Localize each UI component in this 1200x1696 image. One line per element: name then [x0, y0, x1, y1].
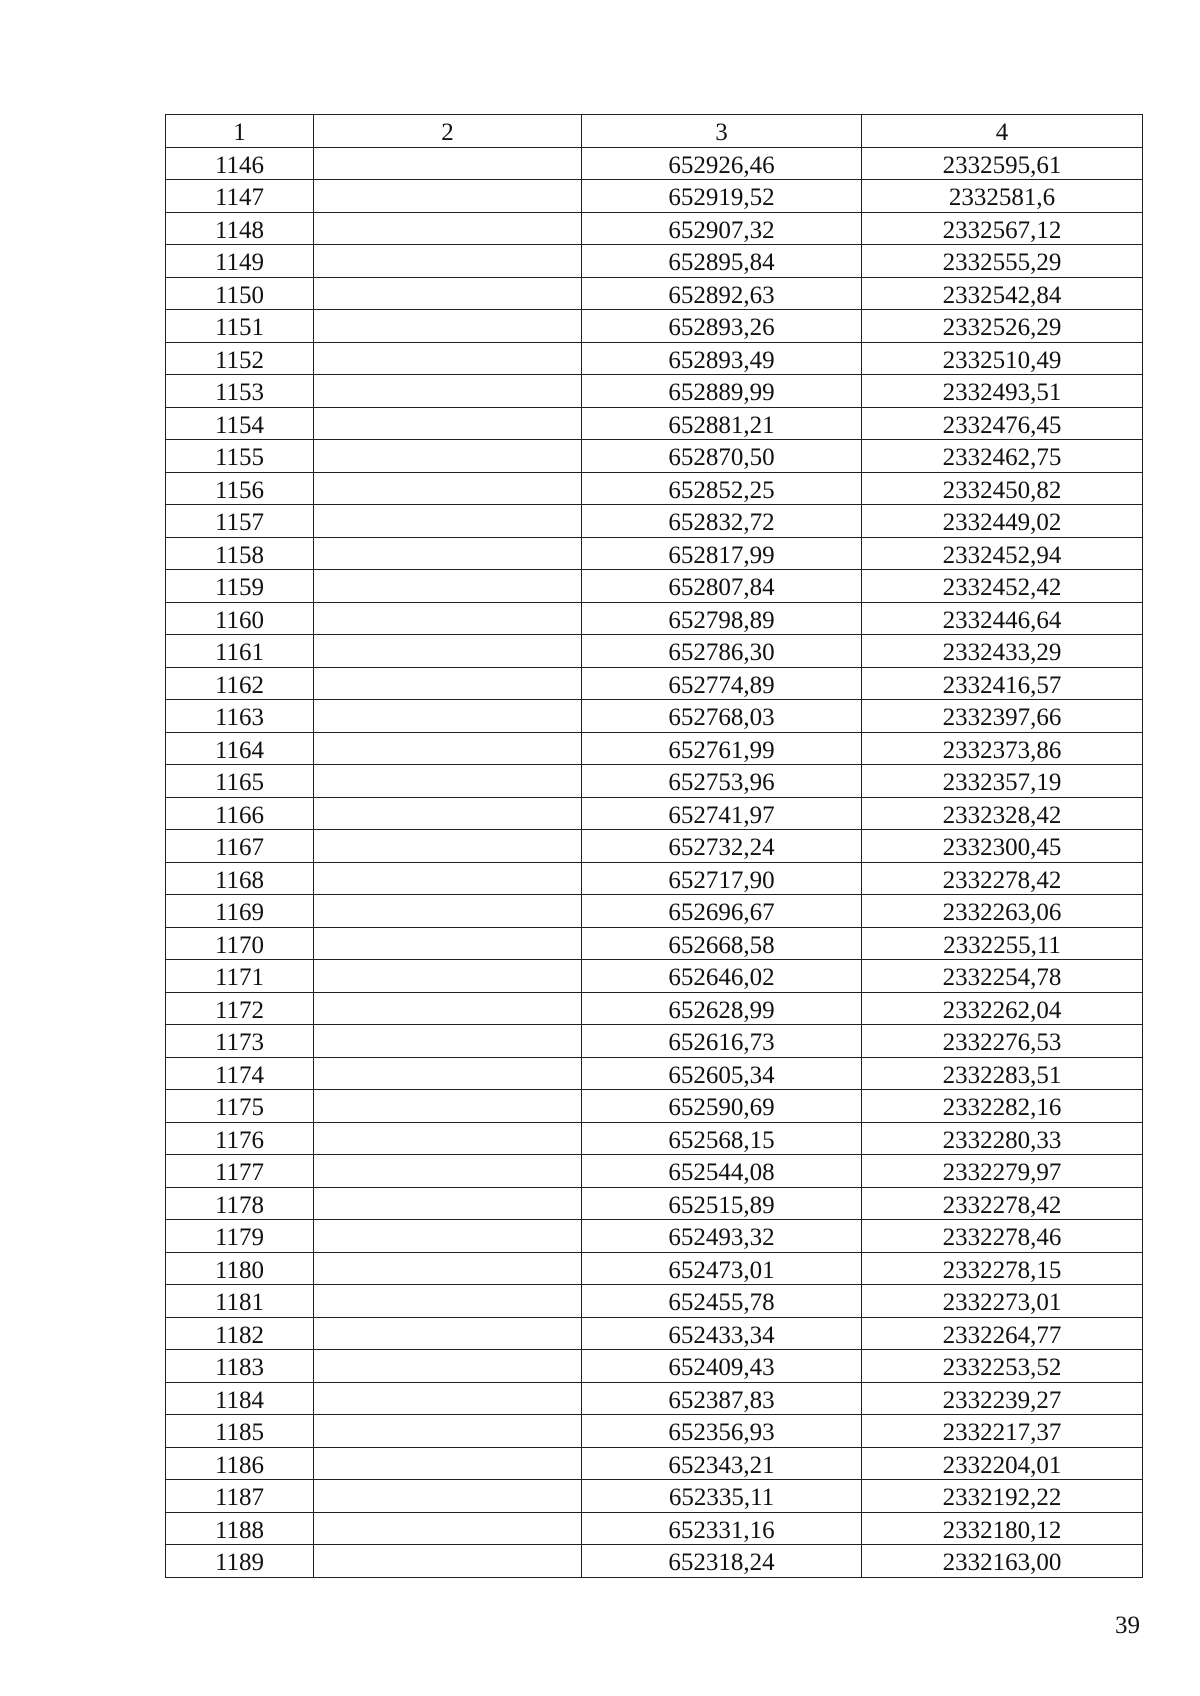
table-cell-col-4: 2332452,42: [862, 570, 1143, 603]
coordinates-table: [165, 114, 1143, 1578]
table-cell-col-4: 2332279,97: [862, 1155, 1143, 1188]
table-row: [166, 1025, 1143, 1058]
table-cell-col-4: 2332581,6: [862, 180, 1143, 213]
table-cell-col-3: 652515,89: [582, 1187, 862, 1220]
table-row: [166, 147, 1143, 180]
table-cell-col-2: [314, 1447, 582, 1480]
table-cell-col-2: [314, 407, 582, 440]
table-cell-col-1: 1187: [166, 1480, 314, 1513]
table-row: [166, 830, 1143, 863]
table-cell-col-4: 2332526,29: [862, 310, 1143, 343]
table-cell-col-3: 652628,99: [582, 992, 862, 1025]
table-cell-col-3: 652798,89: [582, 602, 862, 635]
table-row: [166, 1187, 1143, 1220]
table-cell-col-3: 652889,99: [582, 375, 862, 408]
table-cell-col-4: 2332264,77: [862, 1317, 1143, 1350]
table-cell-col-3: 652881,21: [582, 407, 862, 440]
table-row: [166, 537, 1143, 570]
table-cell-col-2: [314, 602, 582, 635]
table-cell-col-4: 2332255,11: [862, 927, 1143, 960]
table-cell-col-3: 652473,01: [582, 1252, 862, 1285]
table-cell-col-3: 652455,78: [582, 1285, 862, 1318]
table-row: [166, 277, 1143, 310]
table-cell-col-4: 2332262,04: [862, 992, 1143, 1025]
table-cell-col-4: 2332282,16: [862, 1090, 1143, 1123]
table-cell-col-2: [314, 505, 582, 538]
table-cell-col-4: 2332276,53: [862, 1025, 1143, 1058]
table-cell-col-3: 652318,24: [582, 1545, 862, 1578]
table-cell-col-3: 652817,99: [582, 537, 862, 570]
table-cell-col-3: 652568,15: [582, 1122, 862, 1155]
table-cell-col-1: 1147: [166, 180, 314, 213]
table-cell-col-3: 652774,89: [582, 667, 862, 700]
table-cell-col-2: [314, 1122, 582, 1155]
table-cell-col-3: 652331,16: [582, 1512, 862, 1545]
table-cell-col-4: 2332278,42: [862, 1187, 1143, 1220]
table-row: [166, 700, 1143, 733]
table-row: [166, 667, 1143, 700]
table-row: [166, 310, 1143, 343]
table-body: [166, 147, 1143, 1577]
table-cell-col-2: [314, 927, 582, 960]
table-cell-col-4: 2332357,19: [862, 765, 1143, 798]
table-cell-col-3: 652717,90: [582, 862, 862, 895]
table-cell-col-2: [314, 1220, 582, 1253]
header-col-1: 1: [166, 115, 314, 148]
table-cell-col-3: 652761,99: [582, 732, 862, 765]
table-cell-col-4: 2332180,12: [862, 1512, 1143, 1545]
table-cell-col-1: 1176: [166, 1122, 314, 1155]
table-cell-col-2: [314, 1090, 582, 1123]
table-cell-col-4: 2332373,86: [862, 732, 1143, 765]
table-cell-col-3: 652646,02: [582, 960, 862, 993]
table-cell-col-1: 1164: [166, 732, 314, 765]
table-cell-col-3: 652919,52: [582, 180, 862, 213]
table-cell-col-3: 652493,32: [582, 1220, 862, 1253]
table-cell-col-4: 2332163,00: [862, 1545, 1143, 1578]
table-cell-col-1: 1152: [166, 342, 314, 375]
table-cell-col-4: 2332278,42: [862, 862, 1143, 895]
table-cell-col-2: [314, 732, 582, 765]
table-cell-col-4: 2332452,94: [862, 537, 1143, 570]
header-col-3: 3: [582, 115, 862, 148]
table-row: [166, 1512, 1143, 1545]
table-cell-col-1: 1186: [166, 1447, 314, 1480]
table-cell-col-3: 652741,97: [582, 797, 862, 830]
table-cell-col-1: 1189: [166, 1545, 314, 1578]
table-cell-col-1: 1149: [166, 245, 314, 278]
table-cell-col-3: 652895,84: [582, 245, 862, 278]
table-cell-col-3: 652356,93: [582, 1415, 862, 1448]
table-row: [166, 1382, 1143, 1415]
table-cell-col-4: 2332328,42: [862, 797, 1143, 830]
table-cell-col-2: [314, 765, 582, 798]
table-row: [166, 992, 1143, 1025]
table-cell-col-2: [314, 862, 582, 895]
table-cell-col-1: 1157: [166, 505, 314, 538]
header-row: [166, 115, 1143, 148]
table-cell-col-4: 2332192,22: [862, 1480, 1143, 1513]
table-row: [166, 407, 1143, 440]
table-cell-col-1: 1177: [166, 1155, 314, 1188]
table-row: [166, 1480, 1143, 1513]
table-cell-col-2: [314, 537, 582, 570]
table-cell-col-3: 652893,49: [582, 342, 862, 375]
table-cell-col-1: 1148: [166, 212, 314, 245]
table-cell-col-4: 2332476,45: [862, 407, 1143, 440]
table-cell-col-2: [314, 1187, 582, 1220]
table-cell-col-2: [314, 1317, 582, 1350]
table-cell-col-2: [314, 960, 582, 993]
table-cell-col-1: 1168: [166, 862, 314, 895]
table-cell-col-1: 1163: [166, 700, 314, 733]
table-cell-col-3: 652433,34: [582, 1317, 862, 1350]
table-cell-col-4: 2332283,51: [862, 1057, 1143, 1090]
table-cell-col-3: 652852,25: [582, 472, 862, 505]
table-cell-col-4: 2332510,49: [862, 342, 1143, 375]
table-cell-col-1: 1181: [166, 1285, 314, 1318]
table-row: [166, 960, 1143, 993]
table-cell-col-4: 2332254,78: [862, 960, 1143, 993]
table-cell-col-2: [314, 440, 582, 473]
table-cell-col-1: 1158: [166, 537, 314, 570]
table-cell-col-1: 1154: [166, 407, 314, 440]
table-cell-col-2: [314, 570, 582, 603]
table-cell-col-1: 1175: [166, 1090, 314, 1123]
header-col-4: 4: [862, 115, 1143, 148]
table-cell-col-2: [314, 1057, 582, 1090]
table-row: [166, 342, 1143, 375]
table-cell-col-3: 652668,58: [582, 927, 862, 960]
table-cell-col-1: 1153: [166, 375, 314, 408]
table-row: [166, 895, 1143, 928]
table-cell-col-3: 652893,26: [582, 310, 862, 343]
table-cell-col-3: 652335,11: [582, 1480, 862, 1513]
table-row: [166, 245, 1143, 278]
table-cell-col-4: 2332555,29: [862, 245, 1143, 278]
header-col-2: 2: [314, 115, 582, 148]
table-cell-col-3: 652768,03: [582, 700, 862, 733]
table-cell-col-1: 1188: [166, 1512, 314, 1545]
table-cell-col-4: 2332397,66: [862, 700, 1143, 733]
table-cell-col-3: 652870,50: [582, 440, 862, 473]
table-cell-col-1: 1174: [166, 1057, 314, 1090]
table-cell-col-2: [314, 1155, 582, 1188]
table-row: [166, 180, 1143, 213]
table-cell-col-2: [314, 310, 582, 343]
table-row: [166, 602, 1143, 635]
table-cell-col-2: [314, 1252, 582, 1285]
table-row: [166, 1350, 1143, 1383]
table-cell-col-4: 2332446,64: [862, 602, 1143, 635]
table-cell-col-4: 2332217,37: [862, 1415, 1143, 1448]
table-cell-col-1: 1178: [166, 1187, 314, 1220]
table-cell-col-4: 2332493,51: [862, 375, 1143, 408]
table-cell-col-4: 2332542,84: [862, 277, 1143, 310]
table-cell-col-3: 652616,73: [582, 1025, 862, 1058]
table-cell-col-2: [314, 1415, 582, 1448]
table-row: [166, 1090, 1143, 1123]
table-row: [166, 1220, 1143, 1253]
table-row: [166, 765, 1143, 798]
table-row: [166, 862, 1143, 895]
table-cell-col-4: 2332204,01: [862, 1447, 1143, 1480]
table-row: [166, 1155, 1143, 1188]
table-cell-col-2: [314, 375, 582, 408]
table-cell-col-4: 2332278,46: [862, 1220, 1143, 1253]
table-row: [166, 635, 1143, 668]
table-cell-col-1: 1162: [166, 667, 314, 700]
table-cell-col-1: 1185: [166, 1415, 314, 1448]
table-row: [166, 1122, 1143, 1155]
table-row: [166, 1545, 1143, 1578]
table-cell-col-2: [314, 1545, 582, 1578]
table-row: [166, 1285, 1143, 1318]
table-cell-col-3: 652926,46: [582, 147, 862, 180]
table-row: [166, 212, 1143, 245]
table-cell-col-2: [314, 342, 582, 375]
table-cell-col-1: 1159: [166, 570, 314, 603]
table-cell-col-1: 1182: [166, 1317, 314, 1350]
table-cell-col-1: 1146: [166, 147, 314, 180]
table-cell-col-2: [314, 797, 582, 830]
table-cell-col-3: 652907,32: [582, 212, 862, 245]
table-cell-col-2: [314, 472, 582, 505]
table-cell-col-1: 1155: [166, 440, 314, 473]
table-cell-col-3: 652807,84: [582, 570, 862, 603]
table-cell-col-1: 1170: [166, 927, 314, 960]
table-cell-col-1: 1160: [166, 602, 314, 635]
table-cell-col-4: 2332300,45: [862, 830, 1143, 863]
table-cell-col-3: 652343,21: [582, 1447, 862, 1480]
table-cell-col-2: [314, 212, 582, 245]
table-cell-col-3: 652605,34: [582, 1057, 862, 1090]
table-cell-col-4: 2332416,57: [862, 667, 1143, 700]
table-cell-col-4: 2332433,29: [862, 635, 1143, 668]
table-row: [166, 1057, 1143, 1090]
table-cell-col-3: 652832,72: [582, 505, 862, 538]
table-cell-col-2: [314, 830, 582, 863]
table-cell-col-2: [314, 245, 582, 278]
table-cell-col-4: 2332253,52: [862, 1350, 1143, 1383]
table-cell-col-2: [314, 895, 582, 928]
table-cell-col-3: 652786,30: [582, 635, 862, 668]
table-cell-col-4: 2332263,06: [862, 895, 1143, 928]
table-cell-col-1: 1179: [166, 1220, 314, 1253]
table-cell-col-2: [314, 180, 582, 213]
table-cell-col-4: 2332239,27: [862, 1382, 1143, 1415]
table-cell-col-1: 1165: [166, 765, 314, 798]
table-cell-col-1: 1166: [166, 797, 314, 830]
table-cell-col-3: 652409,43: [582, 1350, 862, 1383]
table-row: [166, 797, 1143, 830]
table-cell-col-2: [314, 1025, 582, 1058]
table-cell-col-1: 1183: [166, 1350, 314, 1383]
table-cell-col-2: [314, 992, 582, 1025]
table-cell-col-1: 1151: [166, 310, 314, 343]
table-cell-col-1: 1184: [166, 1382, 314, 1415]
table-cell-col-4: 2332273,01: [862, 1285, 1143, 1318]
table-cell-col-1: 1167: [166, 830, 314, 863]
table-cell-col-1: 1171: [166, 960, 314, 993]
table-cell-col-1: 1180: [166, 1252, 314, 1285]
table-row: [166, 440, 1143, 473]
table-row: [166, 1252, 1143, 1285]
table-cell-col-3: 652544,08: [582, 1155, 862, 1188]
table-header: [166, 115, 1143, 148]
table-cell-col-4: 2332450,82: [862, 472, 1143, 505]
table-row: [166, 570, 1143, 603]
table-row: [166, 927, 1143, 960]
table-row: [166, 375, 1143, 408]
table-row: [166, 1317, 1143, 1350]
table-row: [166, 1447, 1143, 1480]
table-cell-col-4: 2332567,12: [862, 212, 1143, 245]
table-cell-col-2: [314, 1382, 582, 1415]
table-cell-col-3: 652590,69: [582, 1090, 862, 1123]
table-row: [166, 472, 1143, 505]
table-cell-col-2: [314, 700, 582, 733]
table-cell-col-3: 652753,96: [582, 765, 862, 798]
table-cell-col-1: 1150: [166, 277, 314, 310]
table-cell-col-3: 652732,24: [582, 830, 862, 863]
table-cell-col-2: [314, 635, 582, 668]
table-cell-col-1: 1173: [166, 1025, 314, 1058]
table-cell-col-3: 652387,83: [582, 1382, 862, 1415]
table-cell-col-1: 1169: [166, 895, 314, 928]
table-cell-col-2: [314, 1350, 582, 1383]
table-cell-col-1: 1172: [166, 992, 314, 1025]
table-row: [166, 505, 1143, 538]
table-cell-col-1: 1161: [166, 635, 314, 668]
table-cell-col-2: [314, 277, 582, 310]
table-cell-col-4: 2332449,02: [862, 505, 1143, 538]
table-cell-col-4: 2332278,15: [862, 1252, 1143, 1285]
page-number: 39: [1115, 1612, 1140, 1639]
table-cell-col-4: 2332462,75: [862, 440, 1143, 473]
table-row: [166, 732, 1143, 765]
table-cell-col-4: 2332280,33: [862, 1122, 1143, 1155]
table-cell-col-2: [314, 667, 582, 700]
table-cell-col-3: 652892,63: [582, 277, 862, 310]
table-cell-col-2: [314, 1480, 582, 1513]
table-cell-col-3: 652696,67: [582, 895, 862, 928]
table-cell-col-4: 2332595,61: [862, 147, 1143, 180]
table-cell-col-2: [314, 147, 582, 180]
table-cell-col-1: 1156: [166, 472, 314, 505]
table-row: [166, 1415, 1143, 1448]
table-cell-col-2: [314, 1285, 582, 1318]
table-cell-col-2: [314, 1512, 582, 1545]
